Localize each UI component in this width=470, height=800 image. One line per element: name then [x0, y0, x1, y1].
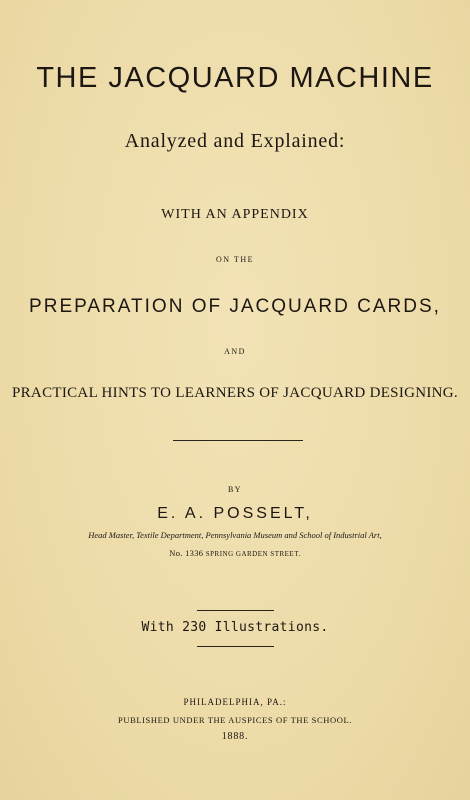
divider-rule — [197, 610, 274, 611]
author-role: Head Master, Textile Department, Pennsylvania Museum and School of Industrial Art, — [88, 530, 382, 540]
preparation-heading: PREPARATION OF JACQUARD CARDS, — [29, 296, 441, 317]
practical-hints-heading: PRACTICAL HINTS TO LEARNERS OF JACQUARD DESIGNING. — [11, 385, 458, 401]
divider-rule — [197, 646, 274, 647]
publisher-line: PUBLISHED UNDER THE AUSPICES OF THE SCHOOL. — [118, 715, 352, 725]
book-title: THE JACQUARD MACHINE — [36, 62, 434, 94]
publisher-city: PHILADELPHIA, PA.: — [183, 697, 287, 707]
on-the-text: ON THE — [216, 255, 254, 264]
address-street: SPRING GARDEN STREET. — [205, 550, 301, 558]
address-number: No. 1336 — [169, 548, 204, 558]
author-address — [0, 548, 470, 558]
publication-year: 1888. — [221, 731, 249, 742]
author-name: E. A. POSSELT, — [157, 505, 313, 522]
and-text: AND — [224, 347, 246, 356]
book-subtitle: Analyzed and Explained: — [124, 130, 346, 152]
illustrations-note: With 230 Illustrations. — [141, 620, 329, 635]
divider-rule — [173, 440, 303, 441]
appendix-heading: WITH AN APPENDIX — [161, 207, 309, 222]
by-text: BY — [227, 485, 243, 494]
